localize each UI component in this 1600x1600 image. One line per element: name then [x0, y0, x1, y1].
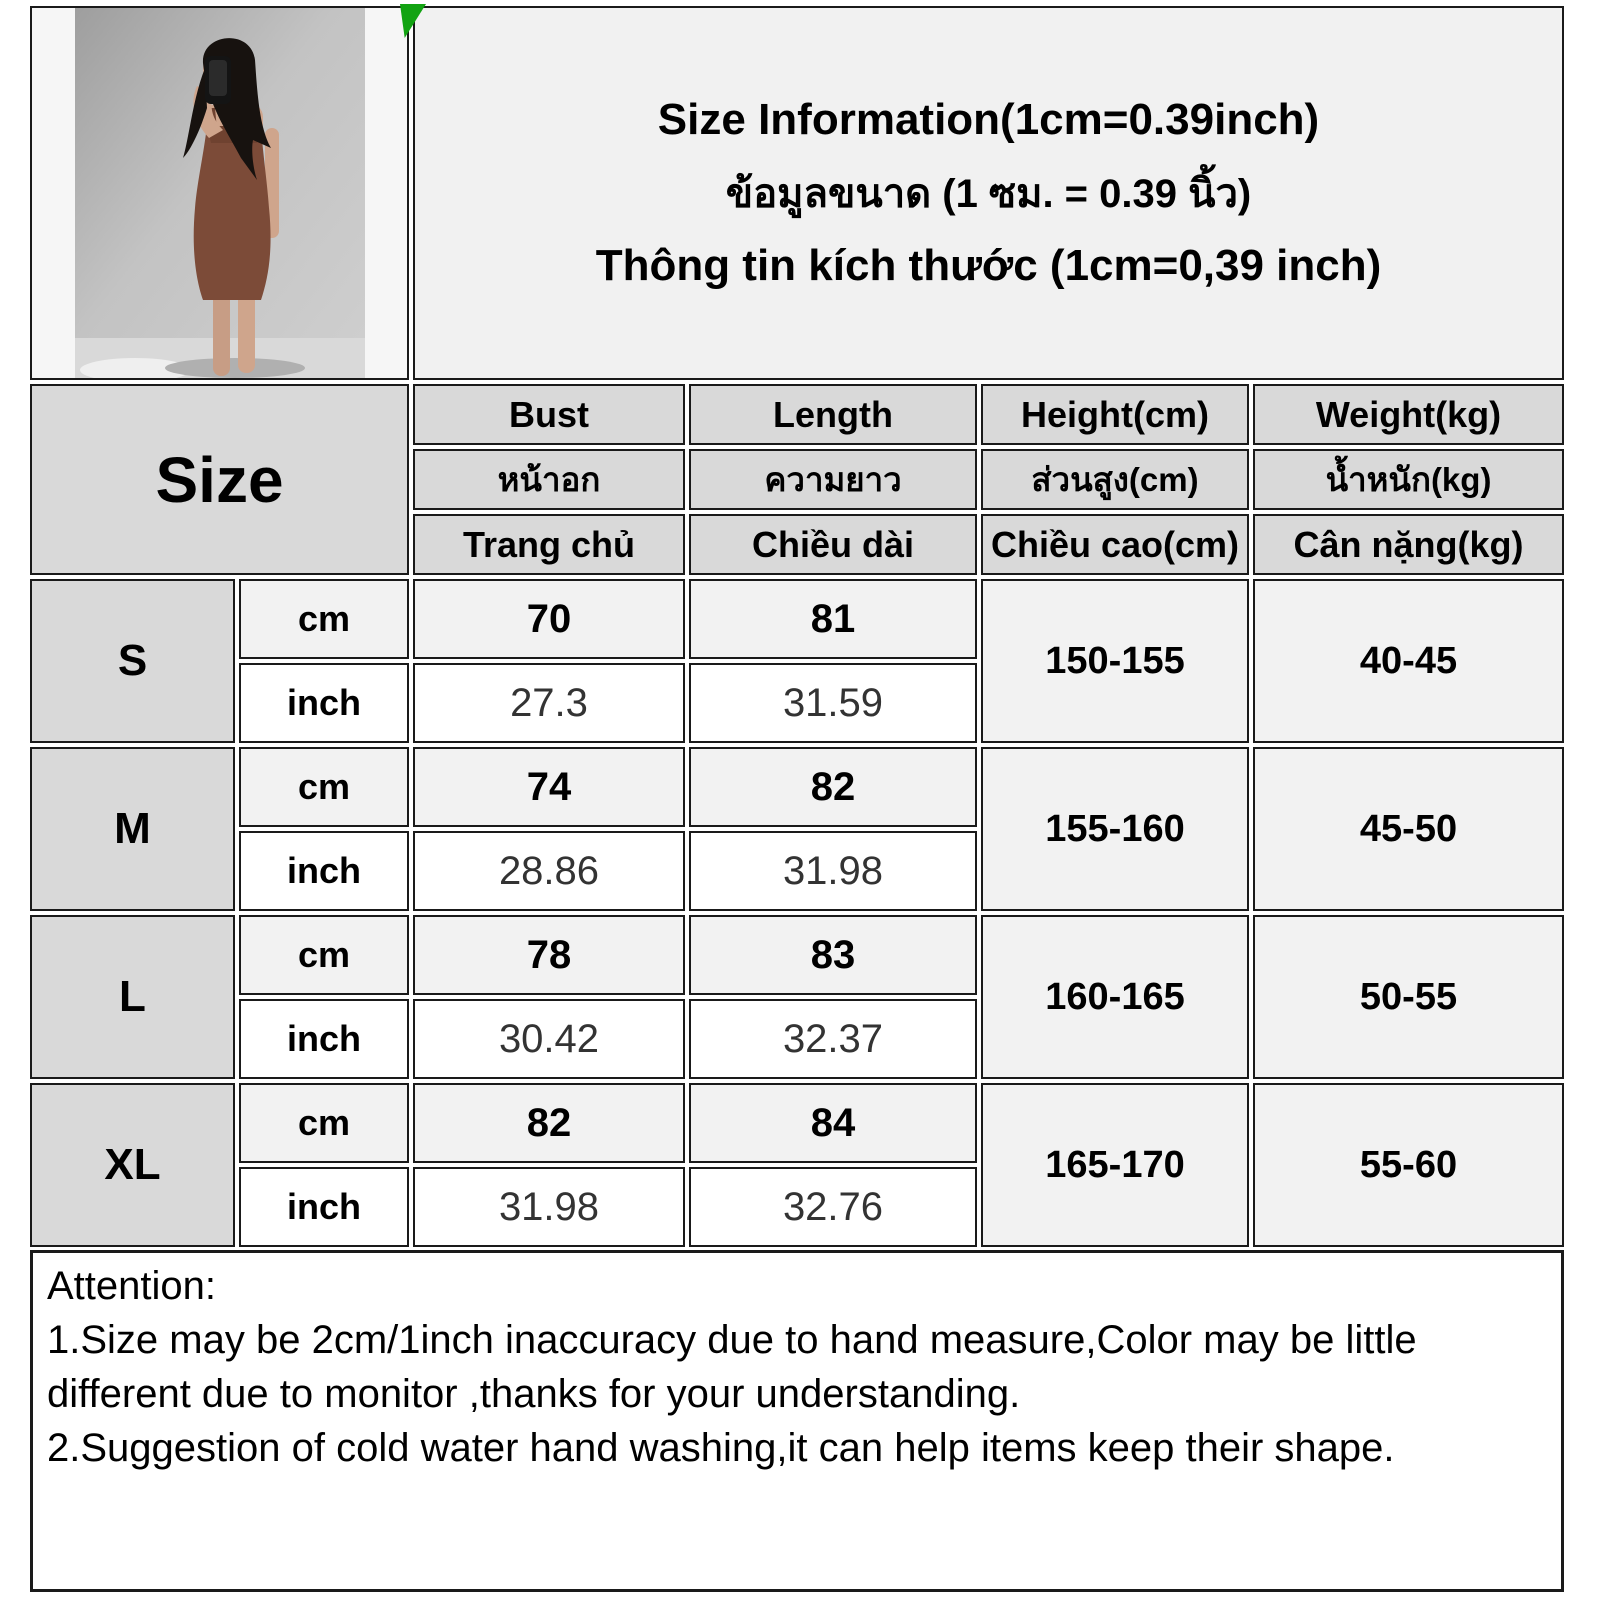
product-photo-cell — [30, 6, 409, 380]
title-thai: ข้อมูลขนาด (1 ซม. = 0.39 นิ้ว) — [725, 172, 1252, 216]
xl-length-cm: 84 — [689, 1083, 977, 1163]
model-photo-illustration — [75, 8, 365, 378]
size-header: Size — [30, 384, 409, 575]
col-header-length-en: Length — [689, 384, 977, 445]
unit-cm-l: cm — [239, 915, 409, 995]
unit-cm-xl: cm — [239, 1083, 409, 1163]
l-bust-cm: 78 — [413, 915, 685, 995]
m-bust-inch: 28.86 — [413, 831, 685, 911]
col-header-weight-th: น้ำหนัก(kg) — [1253, 449, 1564, 510]
unit-cm-s: cm — [239, 579, 409, 659]
m-length-inch: 31.98 — [689, 831, 977, 911]
xl-height-range: 165-170 — [981, 1083, 1249, 1247]
size-row-s-label: S — [30, 579, 235, 743]
unit-inch-xl: inch — [239, 1167, 409, 1247]
unit-cm-m: cm — [239, 747, 409, 827]
l-length-cm: 83 — [689, 915, 977, 995]
col-header-bust-th: หน้าอก — [413, 449, 685, 510]
attention-note-2: 2.Suggestion of cold water hand washing,it can help items keep their shape. — [47, 1426, 1395, 1470]
col-header-height-th: ส่วนสูง(cm) — [981, 449, 1249, 510]
col-header-height-en: Height(cm) — [981, 384, 1249, 445]
unit-inch-m: inch — [239, 831, 409, 911]
size-row-xl-label: XL — [30, 1083, 235, 1247]
attention-heading: Attention: — [47, 1264, 217, 1308]
xl-weight-range: 55-60 — [1253, 1083, 1564, 1247]
l-height-range: 160-165 — [981, 915, 1249, 1079]
xl-bust-inch: 31.98 — [413, 1167, 685, 1247]
col-header-bust-en: Bust — [413, 384, 685, 445]
attention-notes — [30, 1250, 1564, 1592]
col-header-weight-vi: Cân nặng(kg) — [1253, 514, 1564, 575]
s-length-inch: 31.59 — [689, 663, 977, 743]
attention-note-1: 1.Size may be 2cm/1inch inaccuracy due to hand measure,Color may be little different due to monitor ,thanks for your understanding. — [47, 1318, 1417, 1416]
size-row-m-label: M — [30, 747, 235, 911]
s-height-range: 150-155 — [981, 579, 1249, 743]
col-header-weight-en: Weight(kg) — [1253, 384, 1564, 445]
s-bust-cm: 70 — [413, 579, 685, 659]
col-header-length-th: ความยาว — [689, 449, 977, 510]
title-block — [413, 6, 1564, 380]
title-english: Size Information(1cm=0.39inch) — [657, 95, 1320, 144]
s-bust-inch: 27.3 — [413, 663, 685, 743]
col-header-length-vi: Chiều dài — [689, 514, 977, 575]
l-bust-inch: 30.42 — [413, 999, 685, 1079]
col-header-bust-vi: Trang chủ — [413, 514, 685, 575]
size-row-l-label: L — [30, 915, 235, 1079]
m-weight-range: 45-50 — [1253, 747, 1564, 911]
unit-inch-s: inch — [239, 663, 409, 743]
unit-inch-l: inch — [239, 999, 409, 1079]
xl-length-inch: 32.76 — [689, 1167, 977, 1247]
m-bust-cm: 74 — [413, 747, 685, 827]
s-length-cm: 81 — [689, 579, 977, 659]
product-photo — [75, 8, 365, 378]
xl-bust-cm: 82 — [413, 1083, 685, 1163]
col-header-height-vi: Chiều cao(cm) — [981, 514, 1249, 575]
size-chart — [30, 6, 1564, 1247]
l-length-inch: 32.37 — [689, 999, 977, 1079]
l-weight-range: 50-55 — [1253, 915, 1564, 1079]
title-vietnamese: Thông tin kích thước (1cm=0,39 inch) — [595, 241, 1382, 290]
s-weight-range: 40-45 — [1253, 579, 1564, 743]
m-length-cm: 82 — [689, 747, 977, 827]
m-height-range: 155-160 — [981, 747, 1249, 911]
